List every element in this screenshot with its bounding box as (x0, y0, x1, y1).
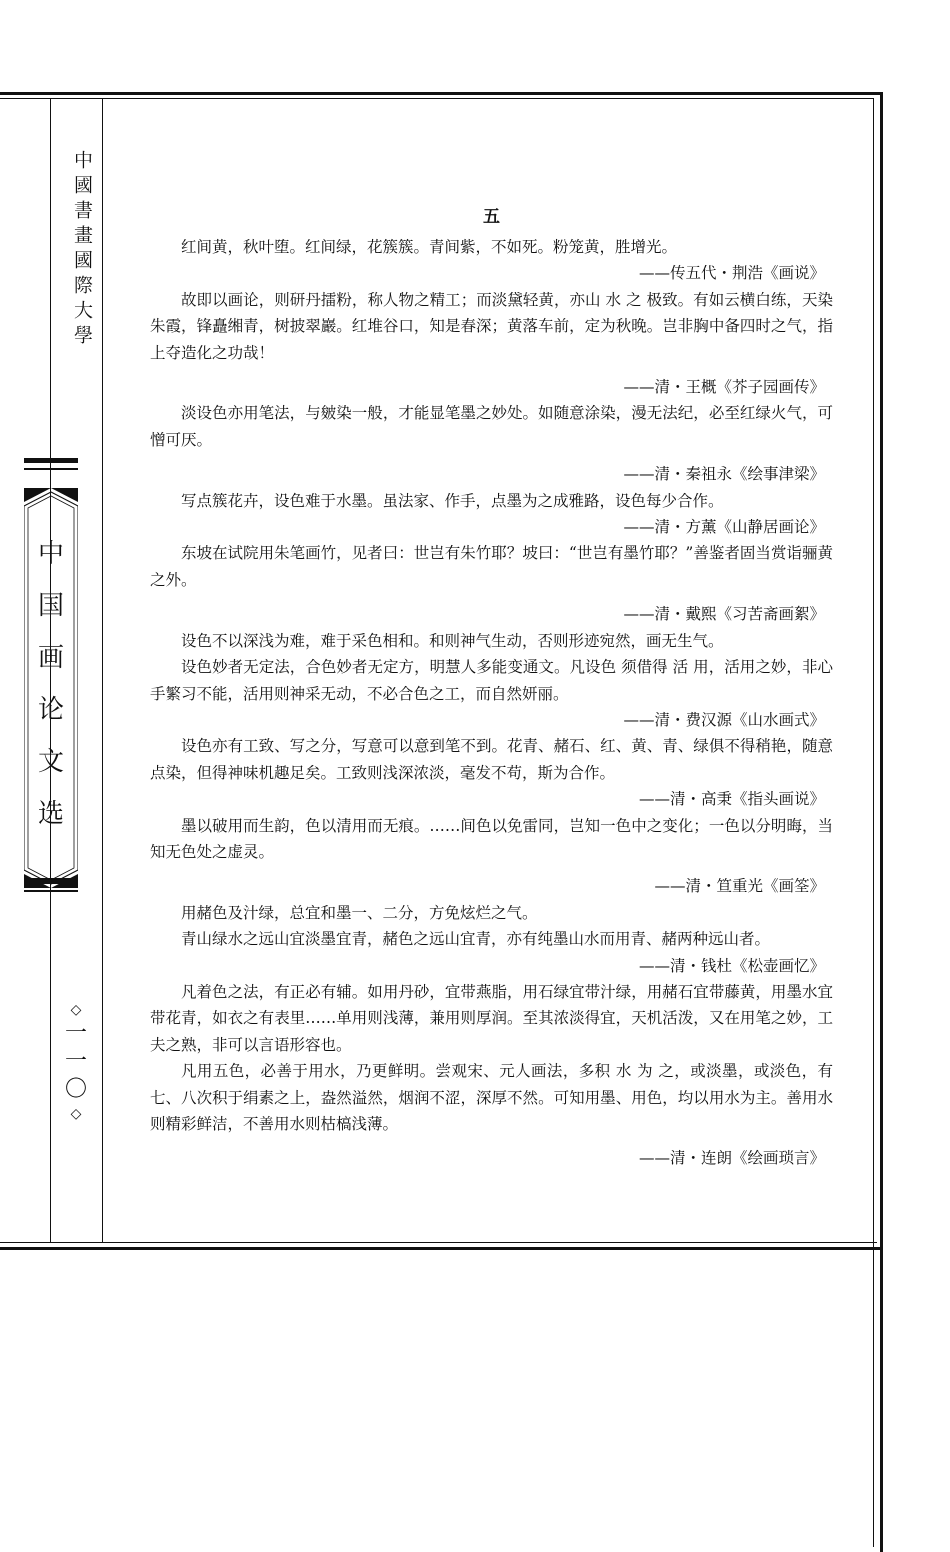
page-frame-bottom-inner (0, 1242, 877, 1243)
quote-paragraph: 东坡在试院用朱笔画竹，见者曰：世岂有朱竹耶？坡曰：“世岂有墨竹耶？”善鉴者固当赏诣骊黄之外。 (150, 544, 833, 589)
quote-paragraph: 设色不以深浅为难，难于采色相和。和则神气生动，否则形迹宛然，画无生气。 (181, 631, 724, 650)
quote-paragraph: 凡着色之法，有正必有辅。如用丹砂，宜带燕脂，用石绿宜带汁绿，用赭石宜带藤黄，用墨水宜带花青，如衣之有表里……单用则浅薄，兼用则厚润。至其浓淡得宜，天机活泼，又在用笔之妙，工夫之熟，非可以言语形容也。 (150, 982, 833, 1054)
page-number-digit: 〇 (64, 1077, 87, 1102)
quote-paragraph: 写点簇花卉，设色难于水墨。虽法家、作手，点墨为之成雅路，设色每少合作。 (181, 491, 724, 510)
quote-source: ——清・费汉源《山水画式》 (623, 710, 825, 729)
cartouche-band-top (24, 458, 78, 463)
quote-source: ——清・高秉《指头画说》 (638, 790, 825, 809)
book-title-char: 国 (37, 591, 64, 621)
section-heading: 五 (483, 207, 500, 227)
page-frame-bottom (0, 1247, 883, 1250)
margin-rule-right (102, 98, 103, 1242)
page-number (56, 1000, 96, 1124)
quote-source: ——清・方薰《山静居画论》 (623, 518, 825, 537)
quote-source: ——传五代・荆浩《画说》 (638, 264, 825, 283)
quote-source: ——清・戴熙《习苦斋画絮》 (623, 605, 825, 624)
cartouche-band-bottom-thin (24, 890, 78, 892)
quote-source: ——清・王概《芥子园画传》 (623, 378, 825, 397)
quote-source: ——清・秦祖永《绘事津梁》 (623, 465, 825, 484)
book-title (24, 528, 78, 840)
book-title-cartouche (24, 488, 78, 848)
book-title-char: 画 (37, 643, 64, 673)
book-title-char: 论 (37, 695, 64, 725)
quote-source: ——清・连朗《绘画琐言》 (638, 1149, 825, 1168)
quote-paragraph: 墨以破用而生韵，色以清用而无痕。……间色以免雷同，岂知一色中之变化；一色以分明晦，当知无色处之虚灵。 (150, 816, 833, 861)
quote-paragraph: 故即以画论，则研丹擂粉，称人物之精工；而淡黛轻黄，亦山 水 之 极致。有如云横白练，天染朱霞，锋矗缃青，树披翠巖。红堆谷口，知是春深；黄落车前，定为秋晚。岂非胸中备四时之气，指上夺造化之功哉！ (150, 290, 833, 362)
quote-paragraph: 凡用五色，必善于用水，乃更鲜明。尝观宋、元人画法，多积 水 为 之，或淡墨，或淡色，有七、八次积于绢素之上，盎然溢然，烟润不涩，深厚不然。可知用墨、用色，均以用水为主。善用水则精彩鲜洁，不善用水则枯槁浅薄。 (150, 1062, 833, 1133)
quote-paragraph: 红间黄，秋叶堕。红间绿，花簇簇。青间紫，不如死。粉笼黄，胜增光。 (181, 238, 678, 256)
book-title-char: 选 (37, 799, 64, 829)
quote-source: ——清・钱杜《松壶画忆》 (638, 956, 825, 975)
diamond-icon: ◇ (70, 1002, 82, 1018)
page-number-digit: 一 (64, 1049, 87, 1074)
quote-paragraph: 设色妙者无定法，合色妙者无定方，明慧人多能变通文。凡设色 须借得 活 用，活用之妙，非心手繁习不能，活用则神采无动，不必合色之工，而自然妍丽。 (150, 658, 833, 703)
book-title-char: 文 (37, 747, 64, 777)
book-title-char: 中 (37, 539, 64, 569)
diamond-icon: ◇ (70, 1106, 82, 1122)
cartouche-band-top-thin (24, 468, 78, 470)
page-number-digit: 一 (64, 1021, 87, 1046)
quote-paragraph: 用赭色及汁绿，总宜和墨一、二分，方免炫烂之气。 (181, 903, 538, 922)
quote-paragraph: 青山绿水之远山宜淡墨宜青，赭色之远山宜青，亦有纯墨山水而用青、赭两种远山者。 (181, 930, 771, 949)
cartouche-band-bottom (24, 878, 78, 884)
quote-paragraph: 淡设色亦用笔法，与皴染一般，才能显笔墨之妙处。如随意涂染，漫无法纪，必至红绿火气，可憎可厌。 (150, 404, 833, 449)
quote-source: ——清・笪重光《画筌》 (654, 877, 825, 896)
university-name: 中國書畫國際大學 (71, 150, 93, 350)
main-text (150, 200, 833, 1172)
quote-paragraph: 设色亦有工致、写之分，写意可以意到笔不到。花青、赭石、红、黄、青、绿俱不得稍艳，随意点染，但得神味机趣足矣。工致则浅深浓淡，毫发不苟，斯为合作。 (150, 737, 833, 782)
